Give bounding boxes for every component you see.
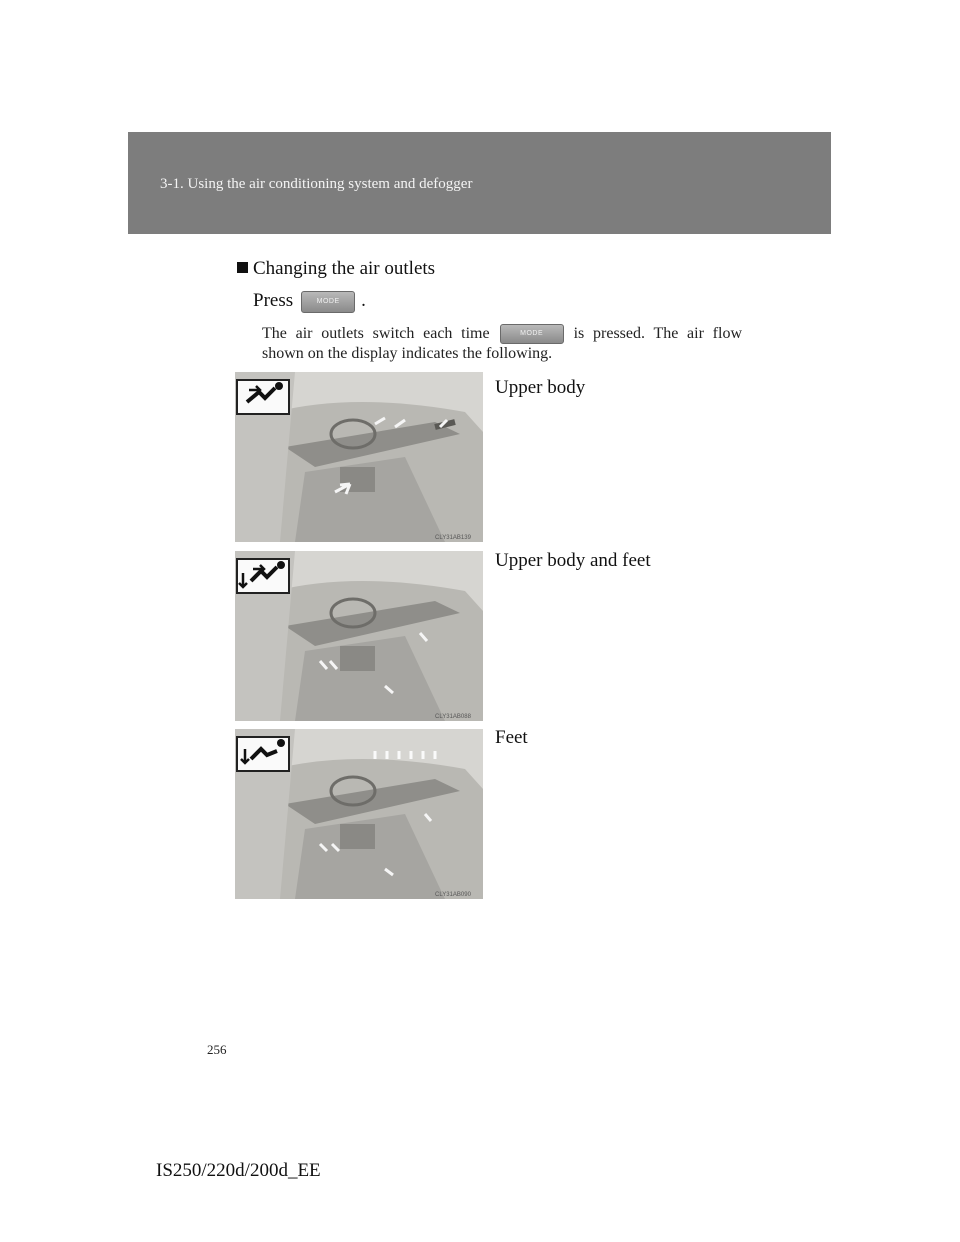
mode-button-icon: MODE <box>500 324 564 344</box>
model-code: IS250/220d/200d_EE <box>156 1160 321 1181</box>
section-title <box>237 258 435 280</box>
square-bullet-icon <box>237 262 248 273</box>
header-band <box>128 132 831 234</box>
press-instruction <box>253 290 366 313</box>
image-code: CLY31AB090 <box>435 892 471 898</box>
section-title-text: Changing the air outlets <box>253 258 436 279</box>
description-start: The air outlets switch each time <box>262 325 490 342</box>
press-text: Press <box>253 290 294 311</box>
image-code: CLY31AB088 <box>435 714 471 720</box>
figure-upper-body-and-feet <box>235 551 483 721</box>
dashboard-illustration <box>235 729 483 899</box>
press-period: . <box>361 290 366 311</box>
caption-upper-body-and-feet: Upper body and feet <box>495 550 651 571</box>
description-paragraph <box>262 324 742 364</box>
dashboard-illustration <box>235 372 483 542</box>
description-end: is pressed. The air flow shown on the display indicates the following. <box>262 325 742 363</box>
image-code: CLY31AB139 <box>435 535 471 541</box>
dashboard-illustration <box>235 551 483 721</box>
caption-upper-body: Upper body <box>495 377 586 398</box>
caption-feet: Feet <box>495 727 528 748</box>
figure-feet <box>235 729 483 899</box>
section-header: 3-1. Using the air conditioning system and defogger <box>160 176 473 192</box>
figure-upper-body <box>235 372 483 542</box>
mode-button-icon: MODE <box>301 291 355 313</box>
page-number: 256 <box>207 1042 227 1057</box>
